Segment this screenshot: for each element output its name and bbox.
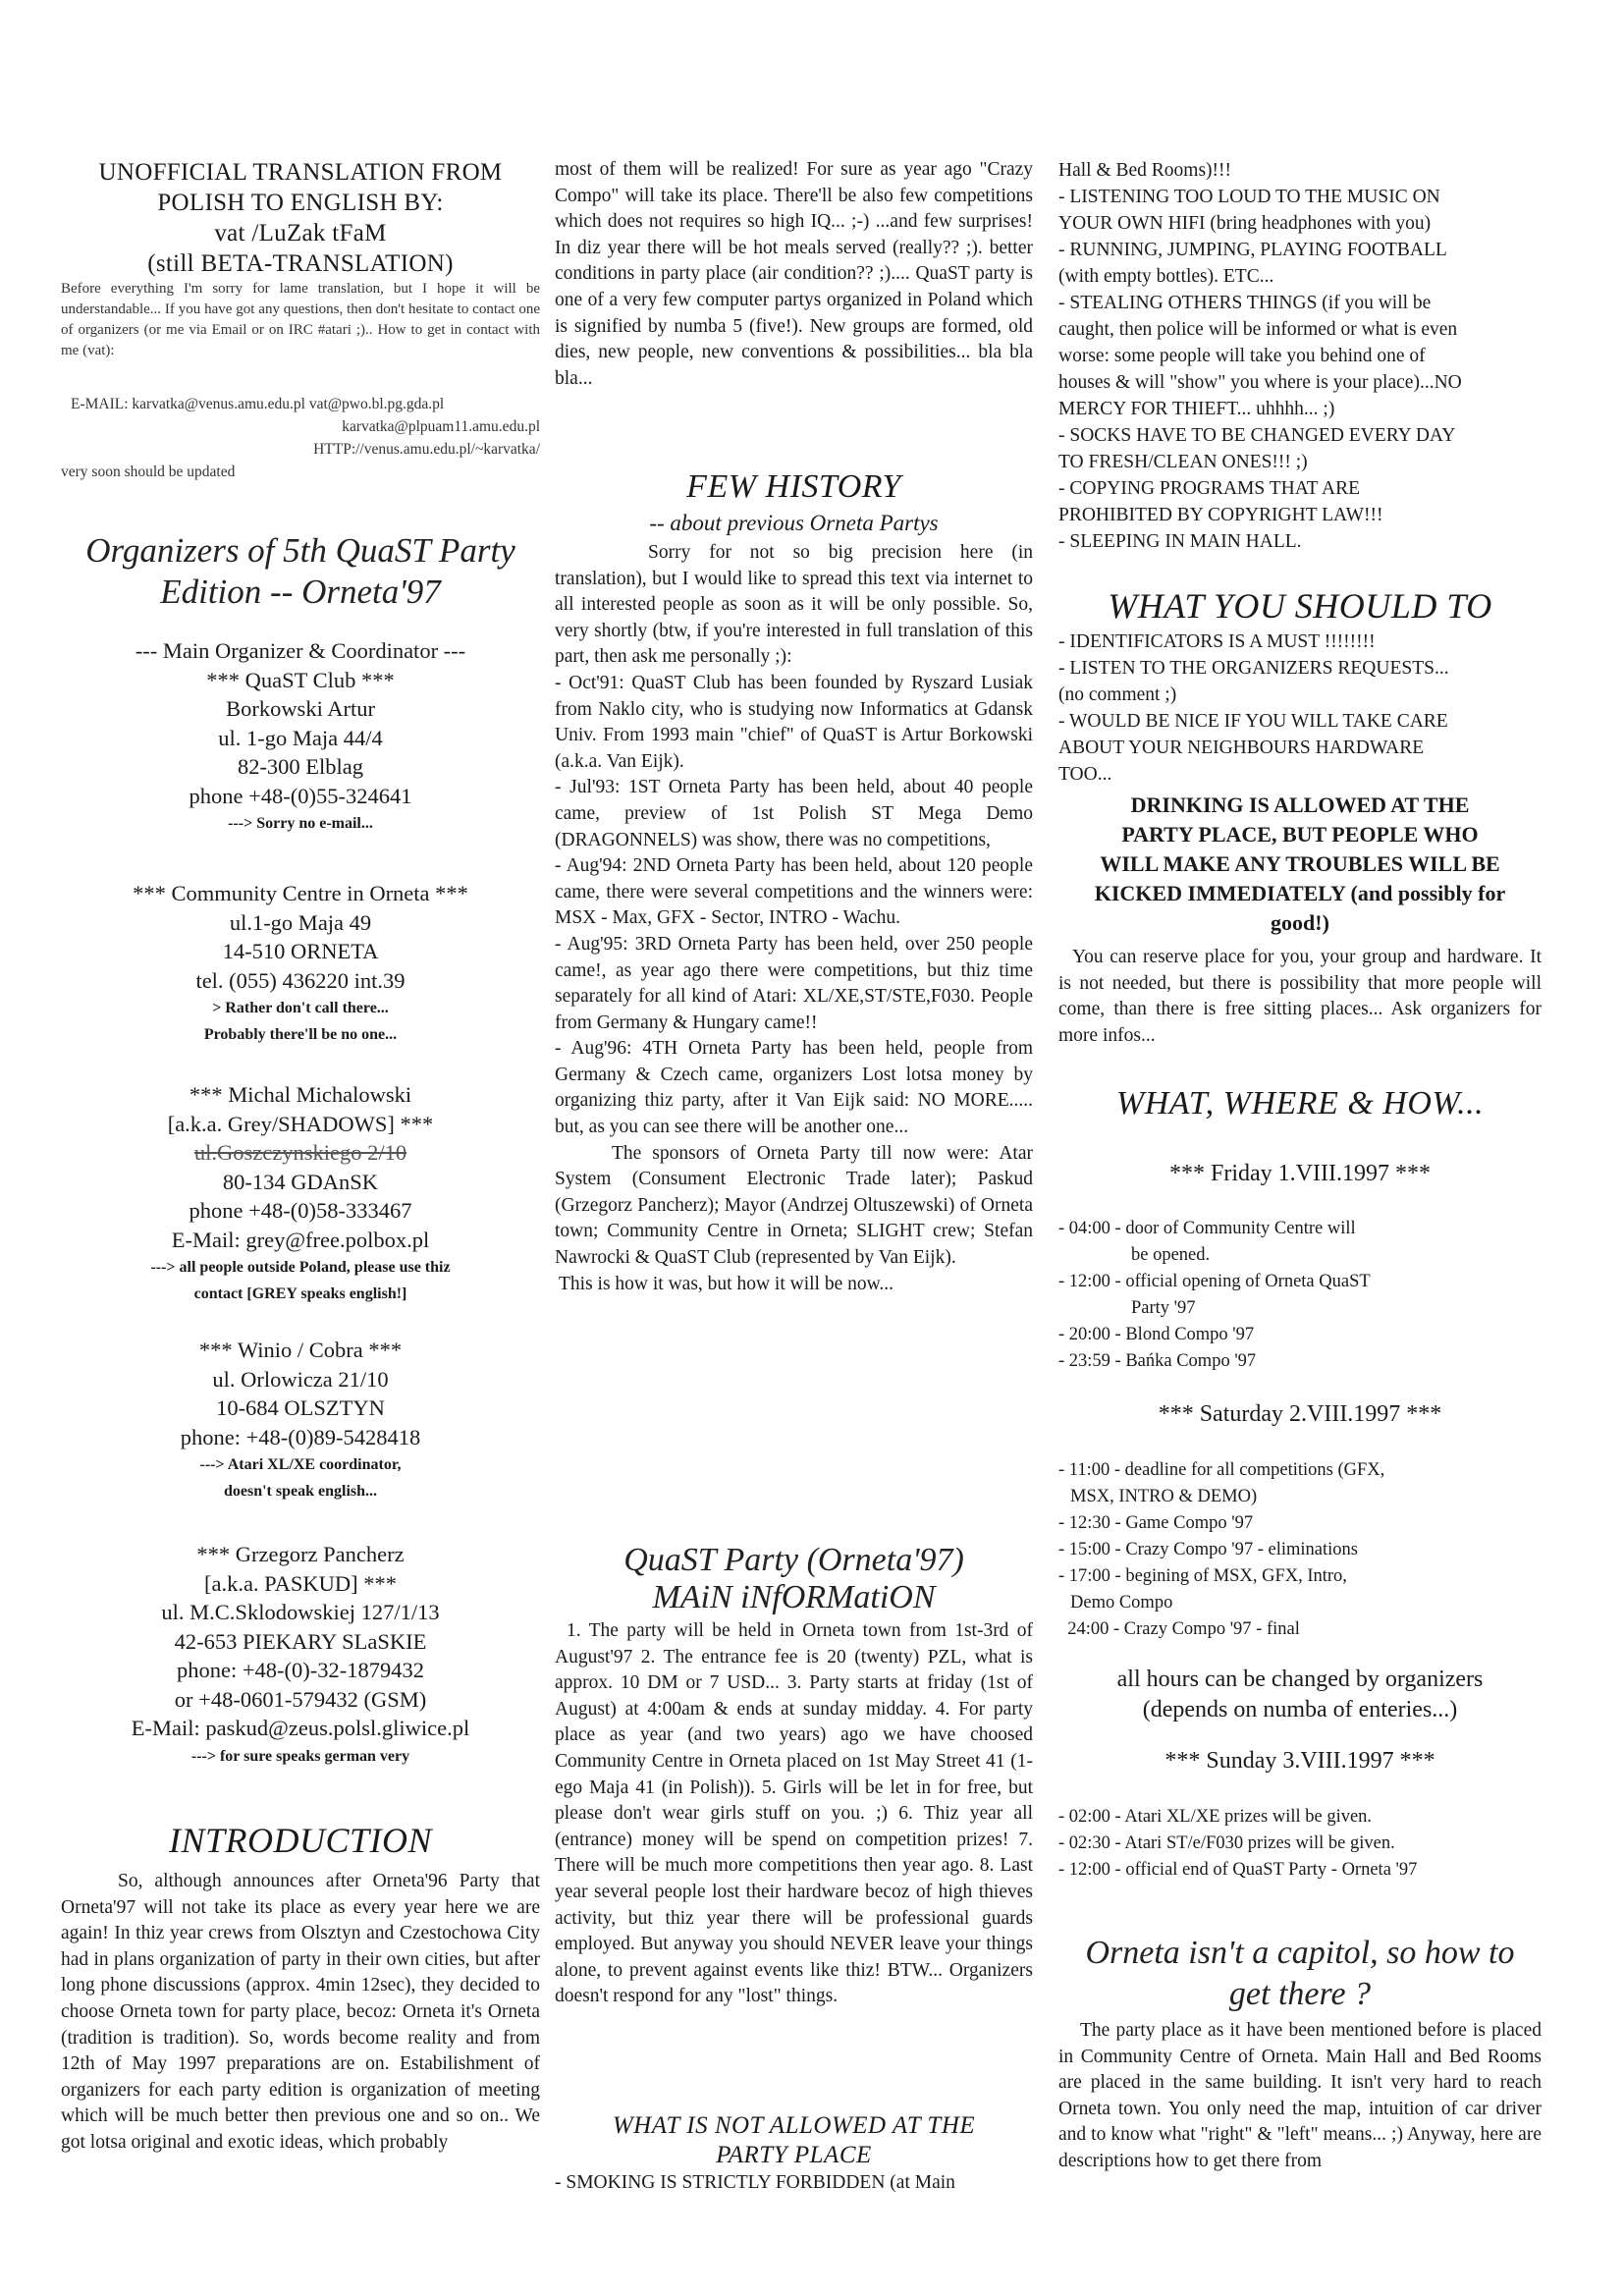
header-line: POLISH TO ENGLISH BY: xyxy=(157,190,444,216)
organizer-note-group xyxy=(61,1254,540,1307)
schedule-item-continued: Demo Compo xyxy=(1070,1593,1173,1613)
history-item: - Aug'96: 4TH Orneta Party has been held, people from Germany & Czech came, organizers Lost lotsa money by organizing thiz party, after it Van Eijk said: NO MORE..... but, as you can see there will be another one... xyxy=(555,1038,1033,1138)
rule-line: caught, then police will be informed or what is even xyxy=(1058,319,1458,340)
address-line: ul. 1-go Maja 44/4 xyxy=(218,725,383,750)
schedule-item-continued: Party '97 xyxy=(1131,1298,1196,1318)
rule-line: - COPYING PROGRAMS THAT ARE xyxy=(1058,478,1361,499)
notice-line: PARTY PLACE, BUT PEOPLE WHO xyxy=(1121,822,1479,847)
rule-line: houses & will "show" you where is your place)...NO xyxy=(1058,372,1462,393)
reserve-text: You can reserve place for you, your group and hardware. It is not needed, but there is possibility that more people will come, than there is free sitting places... Ask organizers for more infos... xyxy=(1058,947,1542,1046)
organizers-title xyxy=(61,530,540,613)
organizer-note: ---> Sorry no e-mail... xyxy=(228,815,373,832)
history-item-group xyxy=(555,671,1033,1141)
saturday-schedule xyxy=(1058,1457,1542,1643)
address-line-group xyxy=(61,1080,540,1138)
contact-email-line: E-MAIL: karvatka@venus.amu.edu.pl vat@pwo.bl.pg.gda.pl xyxy=(71,396,445,412)
organizer-note-group xyxy=(61,1451,540,1504)
organizer-note: ---> for sure speaks german very xyxy=(190,1747,410,1765)
header-line: vat /LuZak tFaM xyxy=(214,220,387,246)
history-item: - Oct'91: QuaST Club has been founded by Ryszard Lusiak from Naklo city, who is studying now Informatics at Gdansk Univ. From 1993 main "chief" of QuaST is Artur Borkowski (a.k.a. Van Eijk). xyxy=(555,672,1033,772)
organizer-note-group xyxy=(61,810,540,837)
schedule-item: - 17:00 - begining of MSX, GFX, Intro, xyxy=(1058,1566,1347,1586)
note-line: (depends on numba of enteries...) xyxy=(1142,1697,1458,1722)
drinking-notice xyxy=(1058,791,1542,938)
not-allowed-item: - SMOKING IS STRICTLY FORBIDDEN (at Main xyxy=(555,2172,955,2193)
notice-line: WILL MAKE ANY TROUBLES WILL BE xyxy=(1100,851,1500,876)
organizer-note: contact [GREY speaks english!] xyxy=(193,1285,407,1302)
rule-line: TO FRESH/CLEAN ONES!!! ;) xyxy=(1058,452,1308,472)
main-info-text: 1. The party will be held in Orneta town from 1st-3rd of August'97 2. The entrance fee is 20 (twenty) PZL, what is approx. 10 DM or 7 USD... 3. Party starts at friday (1st of August) at 4:00am & ends at sunday midday. 4. For party place as year (and two years) ago we have choosed Community Centre in Orneta placed on 1st May Street 41 (1-ego Maja 41 (in Polish)). 5. Girls will be let in for free, but please don't wear girls stuff on you. ;) 6. Thiz year all (entrance) money will be spend on competition prizes! 7. There will be much more competitions then year ago. 8. Last year several people lost their hardware becoz of high thieves activity, but thiz year there will be professional guards employed. But anyway you should NEVER leave your things alone, to prevent against events like thiz! BTW... Organizers doesn't respond for any "lost" things. xyxy=(555,1620,1033,2007)
history-item: - Aug'94: 2ND Orneta Party has been held, about 120 people came, there were several competitions and the winners were: MSX - Max, GFX - Sector, INTRO - Wachu. xyxy=(555,855,1033,929)
schedule-item: - 12:00 - official end of QuaST Party - Orneta '97 xyxy=(1058,1860,1418,1880)
should-list xyxy=(1058,629,1542,788)
note-line: all hours can be changed by organizers xyxy=(1116,1667,1484,1692)
rule-line: worse: some people will take you behind one of xyxy=(1058,346,1426,366)
address-line: ul. Orlowicza 21/10 xyxy=(212,1366,389,1392)
rule-line: - SOCKS HAVE TO BE CHANGED EVERY DAY xyxy=(1058,425,1456,446)
introduction-text: So, although announces after Orneta'96 Party that Orneta'97 will not take its place as every year here we are again! In thiz year crews from Olsztyn and Czestochowa City had in plans organization of party in their own cities, but after long phone discussions (approx. 4min 12sec), they decided to choose Orneta town for party place, becoz: Orneta it's Orneta (tradition is tradition). So, words become reality and from 12th of May 1997 preparations are on. Estabilishment of organizers for each party edition is organization of meeting which will be much better then previous one and so on.. We got lotsa original and exotic ideas, which probably xyxy=(61,1871,540,2153)
organizer-winio xyxy=(61,1336,540,1504)
organizer-main xyxy=(61,636,540,837)
translator-note: Before everything I'm sorry for lame translation, but I hope it will be understandable... If you have got any questions, then don't hesitate to contact one of organizers (or me via Email or on IRC #atari ;).. How to get in contact with me (vat): xyxy=(61,281,540,358)
hours-note xyxy=(1058,1665,1542,1725)
translator-contacts xyxy=(61,393,540,483)
not-allowed-list xyxy=(1058,157,1542,555)
schedule-item: 24:00 - Crazy Compo '97 - final xyxy=(1058,1619,1300,1639)
should-line: ABOUT YOUR NEIGHBOURS HARDWARE xyxy=(1058,738,1425,758)
organizer-note: ---> all people outside Poland, please use thiz xyxy=(150,1259,451,1276)
history-title: FEW HISTORY xyxy=(686,468,901,505)
address-line: 80-134 GDAnSK xyxy=(222,1169,379,1194)
history-section xyxy=(555,540,1033,1297)
address-line: 10-684 OLSZTYN xyxy=(216,1395,385,1420)
address-line: *** QuaST Club *** xyxy=(206,667,395,692)
directions-text: The party place as it have been mentioned before is placed in Community Centre of Orneta. Main Hall and Bed Rooms are placed in the same building. It isn't very hard to reach Orneta town. You only need the map, intuition of car driver and to know what "right" & "left" means... ;) Anyway, here are descriptions how to get there from xyxy=(1058,2020,1542,2171)
rule-line: - RUNNING, JUMPING, PLAYING FOOTBALL xyxy=(1058,240,1447,260)
friday-title: *** Friday 1.VIII.1997 *** xyxy=(1169,1161,1431,1186)
directions-title xyxy=(1058,1933,1542,2015)
schedule-item: - 12:00 - official opening of Orneta QuaST xyxy=(1058,1272,1371,1291)
address-line: --- Main Organizer & Coordinator --- xyxy=(135,638,466,663)
organizer-grey xyxy=(61,1080,540,1307)
address-line: [a.k.a. Grey/SHADOWS] *** xyxy=(167,1111,434,1136)
notice-line: KICKED IMMEDIATELY (and possibly for xyxy=(1094,881,1506,905)
header-line: UNOFFICIAL TRANSLATION FROM xyxy=(98,159,503,186)
translation-header xyxy=(61,157,540,279)
history-item: - Jul'93: 1ST Orneta Party has been held, about 40 people came, preview of 1st Polish ST Mega Demo (DRAGONNELS) was show, there was no competitions, xyxy=(555,777,1033,850)
introduction-continued: most of them will be realized! For sure as year ago "Crazy Compo" will take its place. There'll be also few competitions which does not requires so high IQ... ;-) ...and few surprises! In diz year there will be hot meals served (really?? ;). better conditions in party place (air condition?? ;).... QuaST party is one of a very few computer partys organized in Poland which is signified by numba 5 (five!). New groups are formed, old dies, new people, new conventions & possibilities... bla bla bla... xyxy=(555,159,1033,389)
should-line: - LISTEN TO THE ORGANIZERS REQUESTS... xyxy=(1058,658,1449,679)
address-line: Borkowski Artur xyxy=(226,696,375,721)
introduction-title: INTRODUCTION xyxy=(168,1821,433,1860)
address-line: phone: +48-(0)-32-1879432 xyxy=(176,1658,424,1682)
address-line: phone +48-(0)58-333467 xyxy=(189,1198,412,1223)
contact-update-note: very soon should be updated xyxy=(61,464,236,480)
history-subtitle: -- about previous Orneta Partys xyxy=(649,511,939,535)
organizer-note-group xyxy=(61,1743,540,1770)
sponsors-text: The sponsors of Orneta Party till now were: Atar System (Consument Electronic Trade later); Paskud (Grzegorz Pancherz); Mayor (Andrzej Oltuszewski) of Orneta town; Community Centre in Orneta; SLIGHT crew; Stefan Nawrocki & QuaST Club (represented by Van Eijk). xyxy=(555,1142,1033,1269)
contact-email-line-2: karvatka@plpuam11.amu.edu.pl xyxy=(342,418,540,435)
rule-line: (with empty bottles). ETC... xyxy=(1058,266,1274,287)
title-line: Organizers of 5th QuaST Party xyxy=(85,531,515,570)
schedule-item: - 04:00 - door of Community Centre will xyxy=(1058,1219,1356,1238)
schedule-item: - 11:00 - deadline for all competitions (GFX, xyxy=(1058,1460,1385,1480)
address-line: phone +48-(0)55-324641 xyxy=(189,783,412,808)
rule-line: PROHIBITED BY COPYRIGHT LAW!!! xyxy=(1058,505,1383,525)
title-line: MAiN iNfORMatiON xyxy=(652,1579,936,1615)
rule-line: MERCY FOR THIEFT... uhhhh... ;) xyxy=(1058,399,1335,419)
address-line: *** Community Centre in Orneta *** xyxy=(133,881,468,905)
schedule-item-continued: MSX, INTRO & DEMO) xyxy=(1070,1487,1258,1506)
organizer-note: Probably there'll be no one... xyxy=(203,1026,398,1043)
contact-http: HTTP://venus.amu.edu.pl/~karvatka/ xyxy=(313,441,540,458)
title-line: Orneta isn't a capitol, so how to xyxy=(1085,1935,1515,1971)
organizer-paskud xyxy=(61,1540,540,1770)
title-line: WHAT IS NOT ALLOWED AT THE xyxy=(612,2112,976,2139)
schedule-item: - 20:00 - Blond Compo '97 xyxy=(1058,1325,1255,1344)
should-line: - WOULD BE NICE IF YOU WILL TAKE CARE xyxy=(1058,711,1448,732)
address-line: *** Grzegorz Pancherz xyxy=(196,1542,405,1566)
address-line-group xyxy=(61,636,540,810)
schedule-item: - 02:30 - Atari ST/e/F030 prizes will be given. xyxy=(1058,1833,1395,1853)
address-line-group xyxy=(61,1336,540,1451)
address-line: *** Winio / Cobra *** xyxy=(198,1338,403,1362)
address-line-group xyxy=(61,1168,540,1255)
rule-line: YOUR OWN HIFI (bring headphones with you) xyxy=(1058,213,1432,234)
address-line: E-Mail: paskud@zeus.polsl.gliwice.pl xyxy=(131,1716,470,1740)
friday-schedule xyxy=(1058,1216,1542,1375)
notice-line: good!) xyxy=(1271,910,1329,935)
history-item: - Aug'95: 3RD Orneta Party has been held, over 250 people came!, as year ago there were competitions, but thiz time separately for all kind of Atari: XL/XE,ST/STE,F030. People from Germany & Hungary came!! xyxy=(555,933,1033,1033)
should-title: WHAT YOU SHOULD TO xyxy=(1108,586,1492,626)
address-line: phone: +48-(0)89-5428418 xyxy=(180,1424,421,1449)
title-line: get there ? xyxy=(1228,1976,1372,2012)
address-line: tel. (055) 436220 int.39 xyxy=(195,967,406,993)
schedule-item: - 23:59 - Bańka Compo '97 xyxy=(1058,1351,1257,1371)
address-line: 82-300 Elblag xyxy=(237,754,364,779)
address-line: *** Michal Michalowski xyxy=(189,1082,412,1107)
organizer-note: > Rather don't call there... xyxy=(212,1000,389,1016)
schedule-item: - 12:30 - Game Compo '97 xyxy=(1058,1513,1254,1533)
address-line-group xyxy=(61,879,540,995)
organizer-community-centre xyxy=(61,879,540,1048)
rule-line: - LISTENING TOO LOUD TO THE MUSIC ON xyxy=(1058,187,1440,207)
address-line: 42-653 PIEKARY SLaSKIE xyxy=(174,1628,427,1654)
organizer-note: doesn't speak english... xyxy=(223,1483,378,1500)
address-line-group xyxy=(61,1540,540,1743)
address-line: ul.1-go Maja 49 xyxy=(229,909,372,935)
sunday-title: *** Sunday 3.VIII.1997 *** xyxy=(1164,1748,1435,1774)
notice-line: DRINKING IS ALLOWED AT THE xyxy=(1130,793,1470,817)
title-line: Edition -- Orneta'97 xyxy=(160,573,441,611)
address-line: ul. M.C.Sklodowskiej 127/1/13 xyxy=(161,1600,440,1624)
organizer-note-group xyxy=(61,995,540,1048)
not-allowed-title xyxy=(555,2111,1033,2170)
sunday-schedule xyxy=(1058,1804,1542,1884)
should-line: (no comment ;) xyxy=(1058,684,1177,705)
main-info-title xyxy=(555,1542,1033,1616)
rule-line: Hall & Bed Rooms)!!! xyxy=(1058,160,1232,181)
rule-line: - SLEEPING IN MAIN HALL. xyxy=(1058,531,1302,552)
organizer-note: ---> Atari XL/XE coordinator, xyxy=(199,1456,402,1473)
header-line: (still BETA-TRANSLATION) xyxy=(147,250,454,277)
schedule-title: WHAT, WHERE & HOW... xyxy=(1115,1085,1485,1121)
title-line: PARTY PLACE xyxy=(716,2142,872,2168)
should-line: TOO... xyxy=(1058,764,1112,785)
address-line: [a.k.a. PASKUD] *** xyxy=(203,1570,398,1596)
rule-line: - STEALING OTHERS THINGS (if you will be xyxy=(1058,293,1432,313)
should-line: - IDENTIFICATORS IS A MUST !!!!!!!! xyxy=(1058,631,1376,652)
schedule-item: - 15:00 - Crazy Compo '97 - eliminations xyxy=(1058,1540,1358,1559)
struck-address: ul.Goszczynskiego 2/10 xyxy=(193,1140,407,1165)
saturday-title: *** Saturday 2.VIII.1997 *** xyxy=(1158,1401,1442,1427)
address-line: E-Mail: grey@free.polbox.pl xyxy=(171,1227,430,1252)
schedule-item: - 02:00 - Atari XL/XE prizes will be given. xyxy=(1058,1807,1373,1827)
address-line: 14-510 ORNETA xyxy=(222,939,379,963)
header-line-group xyxy=(61,157,540,279)
title-line: QuaST Party (Orneta'97) xyxy=(623,1542,964,1578)
how-now-text: This is how it was, but how it will be now... xyxy=(559,1273,894,1294)
address-line: or +48-0601-579432 (GSM) xyxy=(174,1686,427,1712)
history-intro: Sorry for not so big precision here (in translation), but I would like to spread this text via internet to all interested people as soon as it will be only possible. So, very shortly (btw, if you're interested in full translation of this part, then ask me personally ;): xyxy=(555,542,1033,668)
schedule-item-continued: be opened. xyxy=(1131,1245,1211,1265)
